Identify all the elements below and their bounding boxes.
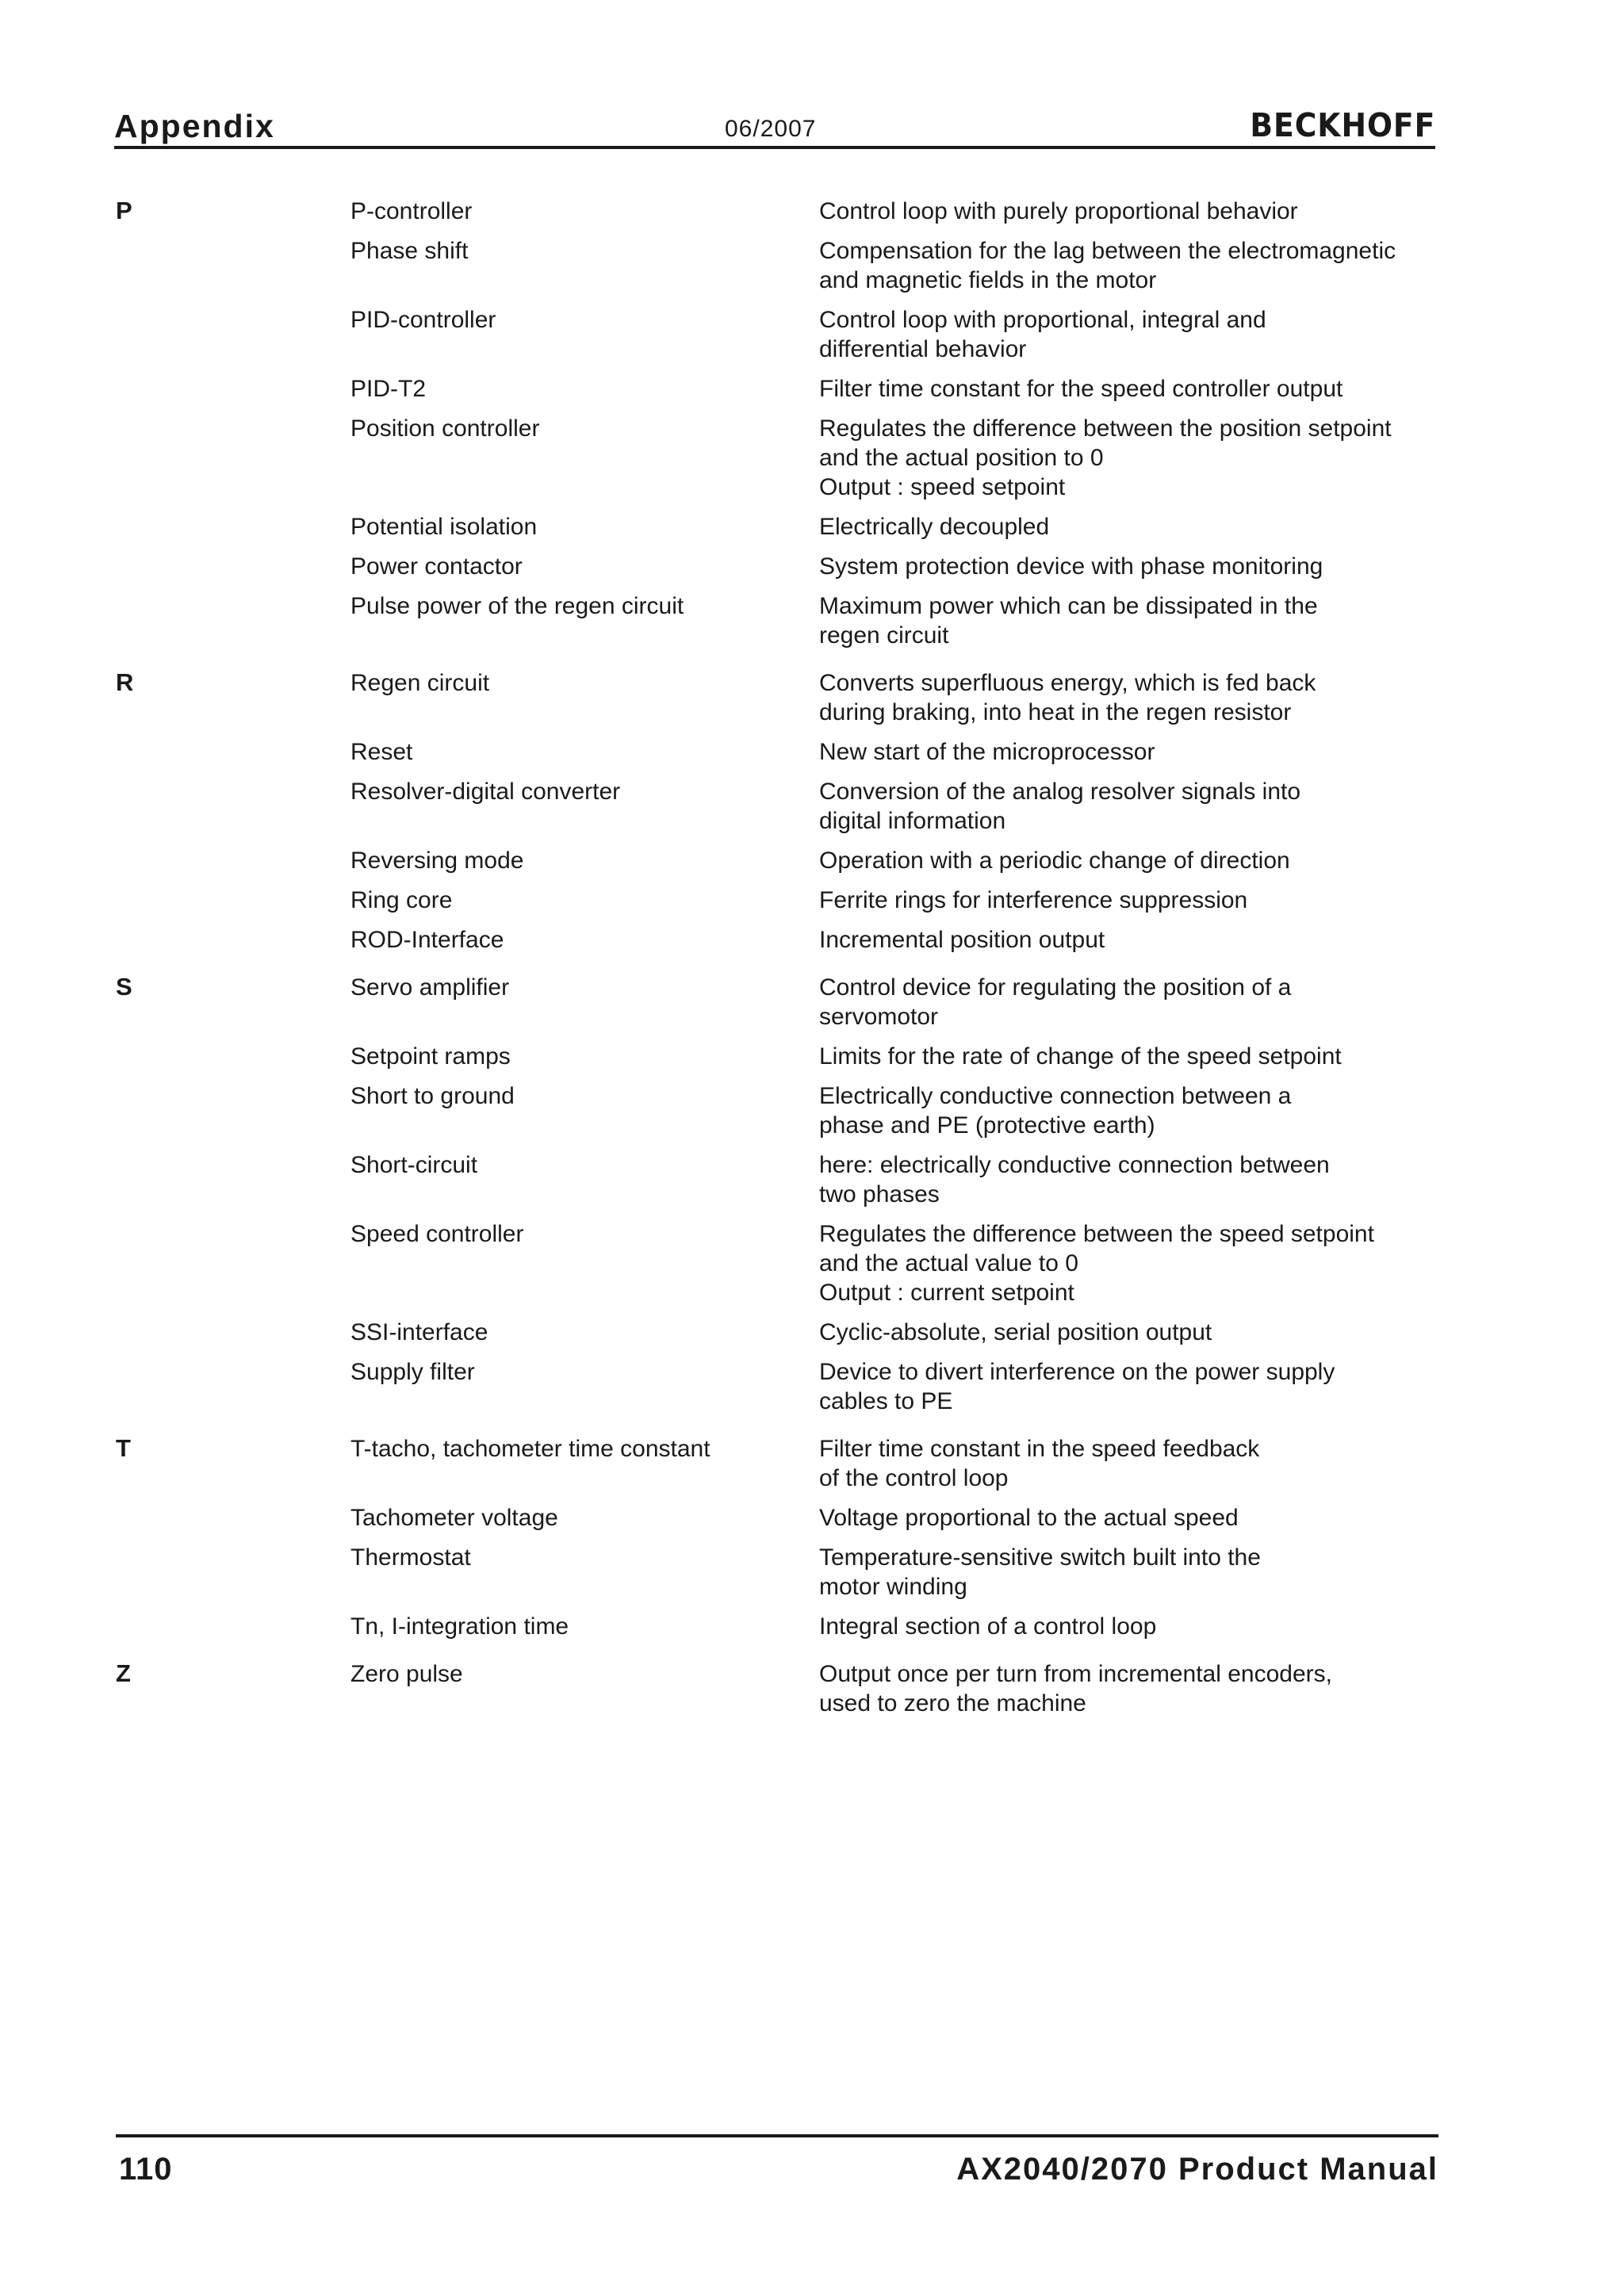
definition-line: Converts superfluous energy, which is fed back	[819, 670, 1316, 696]
definition-line: Conversion of the analog resolver signals into	[819, 779, 1301, 805]
definition-line: Maximum power which can be dissipated in the	[819, 593, 1318, 619]
definition-line: Operation with a periodic change of direction	[819, 848, 1290, 874]
glossary-letter: R	[116, 668, 134, 696]
glossary-term: T-tacho, tachometer time constant	[350, 1436, 710, 1462]
definition-line: regen circuit	[819, 622, 949, 649]
glossary-letter: P	[116, 197, 132, 224]
glossary-term: Zero pulse	[350, 1661, 463, 1687]
glossary-definition	[819, 552, 1446, 581]
definition-line: motor winding	[819, 1574, 967, 1600]
definition-line: Compensation for the lag between the electromagnetic	[819, 238, 1396, 264]
glossary-definition	[819, 1081, 1446, 1140]
glossary-term: Pulse power of the regen circuit	[350, 593, 684, 619]
glossary-term: Ring core	[350, 887, 453, 913]
glossary-definition	[819, 1612, 1446, 1641]
page-header	[114, 105, 1435, 149]
brand-logo: BECKHOFF	[1250, 106, 1435, 144]
glossary-letter: T	[116, 1434, 131, 1462]
definition-line: used to zero the machine	[819, 1690, 1086, 1716]
glossary-term: Power contactor	[350, 553, 523, 580]
glossary-group	[116, 1659, 1432, 1728]
definition-line: and the actual value to 0	[819, 1250, 1078, 1276]
definition-line: Regulates the difference between the position setpoint	[819, 415, 1392, 442]
definition-line: Electrically conductive connection between a	[819, 1083, 1292, 1109]
manual-title: AX2040/2070 Product Manual	[956, 2152, 1438, 2187]
glossary-definition	[819, 1543, 1446, 1601]
glossary-term: Phase shift	[350, 238, 469, 264]
glossary-entry	[350, 846, 1432, 886]
glossary-definition	[819, 973, 1446, 1031]
glossary-term: Resolver-digital converter	[350, 779, 621, 805]
glossary-group	[116, 197, 1432, 660]
glossary-term: Tn, I-integration time	[350, 1613, 569, 1640]
glossary-term: Servo amplifier	[350, 974, 510, 1001]
glossary-entry	[350, 414, 1432, 512]
section-title: Appendix	[114, 108, 275, 144]
glossary-definition	[819, 668, 1446, 727]
glossary-group	[116, 1434, 1432, 1651]
definition-line: Limits for the rate of change of the speed setpoint	[819, 1043, 1342, 1070]
glossary-definition	[819, 197, 1446, 226]
glossary-term: Reset	[350, 739, 413, 765]
definition-line: Output : current setpoint	[819, 1280, 1074, 1306]
definition-line: Electrically decoupled	[819, 514, 1050, 540]
definition-line: Regulates the difference between the speed setpoint	[819, 1221, 1374, 1247]
definition-line: Filter time constant for the speed controller output	[819, 376, 1343, 402]
glossary-definition	[819, 305, 1446, 364]
glossary-term: Position controller	[350, 415, 540, 442]
definition-line: Temperature-sensitive switch built into the	[819, 1544, 1261, 1571]
definition-line: Integral section of a control loop	[819, 1613, 1157, 1640]
definition-line: Cyclic-absolute, serial position output	[819, 1319, 1212, 1345]
page-number: 110	[119, 2152, 173, 2187]
definition-line: Output : speed setpoint	[819, 474, 1066, 500]
glossary-definition	[819, 1357, 1446, 1416]
glossary-entry	[350, 1318, 1432, 1357]
glossary-definition	[819, 846, 1446, 875]
glossary-definition	[819, 236, 1446, 295]
glossary-entry	[350, 1150, 1432, 1219]
glossary-list	[116, 197, 1432, 1728]
glossary-entry	[350, 1612, 1432, 1651]
glossary-entry	[350, 1503, 1432, 1543]
definition-line: System protection device with phase monitoring	[819, 553, 1323, 580]
glossary-definition	[819, 1659, 1446, 1718]
glossary-term: Short-circuit	[350, 1152, 478, 1178]
glossary-entry	[350, 1042, 1432, 1081]
glossary-entry	[350, 1081, 1432, 1150]
definition-line: Voltage proportional to the actual speed	[819, 1505, 1239, 1531]
glossary-term: Reversing mode	[350, 848, 524, 874]
definition-line: cables to PE	[819, 1388, 953, 1414]
glossary-definition	[819, 1042, 1446, 1071]
glossary-term: Tachometer voltage	[350, 1505, 558, 1531]
definition-line: and magnetic fields in the motor	[819, 267, 1157, 293]
glossary-term: PID-controller	[350, 307, 496, 333]
glossary-definition	[819, 737, 1446, 767]
glossary-entry	[350, 886, 1432, 925]
glossary-definition	[819, 886, 1446, 915]
glossary-entry	[350, 591, 1432, 660]
glossary-definition	[819, 512, 1446, 541]
definition-line: here: electrically conductive connection between	[819, 1152, 1330, 1178]
definition-line: Filter time constant in the speed feedback	[819, 1436, 1260, 1462]
glossary-term: Short to ground	[350, 1083, 515, 1109]
glossary-term: Thermostat	[350, 1544, 471, 1571]
glossary-definition	[819, 925, 1446, 955]
glossary-definition	[819, 1503, 1446, 1533]
definition-line: digital information	[819, 808, 1006, 834]
glossary-entry	[350, 1659, 1432, 1728]
glossary-term: Potential isolation	[350, 514, 538, 540]
glossary-definition	[819, 374, 1446, 404]
definition-line: Control device for regulating the position of a	[819, 974, 1292, 1001]
glossary-term: SSI-interface	[350, 1319, 488, 1345]
glossary-entry	[350, 374, 1432, 414]
definition-line: and the actual position to 0	[819, 445, 1104, 471]
definition-line: Output once per turn from incremental encoders,	[819, 1661, 1332, 1687]
glossary-definition	[819, 1219, 1446, 1307]
glossary-group	[116, 973, 1432, 1426]
glossary-entry	[350, 1434, 1432, 1503]
glossary-entry	[350, 1543, 1432, 1612]
glossary-entry	[350, 777, 1432, 846]
glossary-entry	[350, 236, 1432, 305]
glossary-term: Setpoint ramps	[350, 1043, 511, 1070]
definition-line: Device to divert interference on the power supply	[819, 1359, 1335, 1385]
glossary-entry	[350, 552, 1432, 591]
definition-line: Control loop with proportional, integral and	[819, 307, 1266, 333]
definition-line: servomotor	[819, 1004, 939, 1030]
glossary-definition	[819, 591, 1446, 650]
glossary-definition	[819, 777, 1446, 836]
glossary-entry	[350, 512, 1432, 552]
definition-line: of the control loop	[819, 1465, 1009, 1491]
glossary-entry	[350, 1219, 1432, 1318]
glossary-entry	[350, 305, 1432, 374]
glossary-entry	[350, 1357, 1432, 1426]
glossary-term: Speed controller	[350, 1221, 524, 1247]
glossary-definition	[819, 414, 1446, 502]
glossary-entry	[350, 668, 1432, 737]
glossary-definition	[819, 1434, 1446, 1493]
definition-line: Control loop with purely proportional behavior	[819, 198, 1298, 224]
definition-line: differential behavior	[819, 336, 1027, 362]
definition-line: during braking, into heat in the regen resistor	[819, 699, 1292, 725]
glossary-letter: S	[116, 973, 132, 1001]
glossary-entry	[350, 737, 1432, 777]
definition-line: Ferrite rings for interference suppression	[819, 887, 1248, 913]
glossary-entry	[350, 197, 1432, 236]
definition-line: two phases	[819, 1181, 940, 1207]
definition-line: Incremental position output	[819, 927, 1105, 953]
glossary-definition	[819, 1318, 1446, 1347]
glossary-letter: Z	[116, 1659, 131, 1687]
definition-line: New start of the microprocessor	[819, 739, 1155, 765]
glossary-term: Supply filter	[350, 1359, 475, 1385]
definition-line: phase and PE (protective earth)	[819, 1112, 1155, 1138]
document-date: 06/2007	[725, 116, 817, 142]
glossary-term: PID-T2	[350, 376, 427, 402]
glossary-term: ROD-Interface	[350, 927, 504, 953]
page-footer	[116, 2134, 1438, 2187]
glossary-definition	[819, 1150, 1446, 1209]
glossary-entry	[350, 925, 1432, 965]
glossary-term: Regen circuit	[350, 670, 490, 696]
glossary-entry	[350, 973, 1432, 1042]
glossary-group	[116, 668, 1432, 965]
glossary-term: P-controller	[350, 198, 473, 224]
